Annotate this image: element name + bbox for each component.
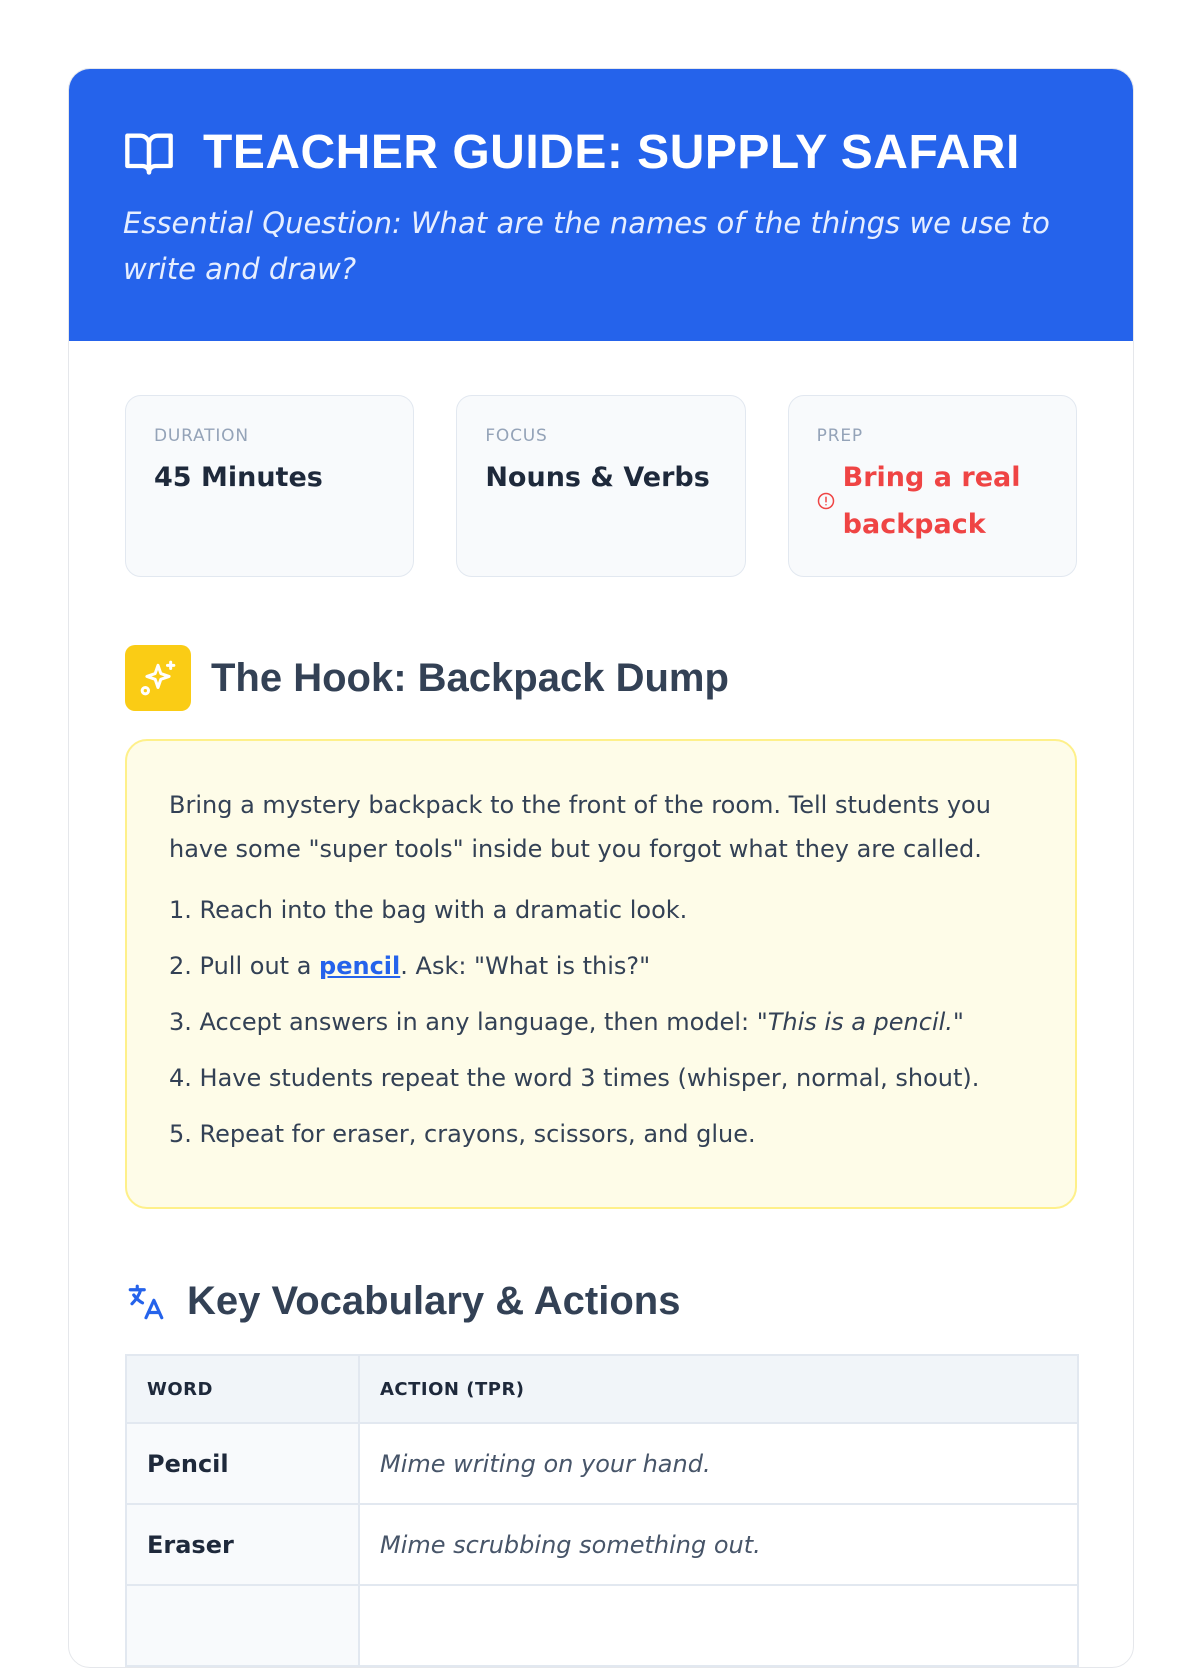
vocab-action: Mime scrubbing something out. xyxy=(359,1504,1078,1585)
table-header-row xyxy=(126,1355,1078,1423)
list-item xyxy=(169,951,1033,981)
hook-heading xyxy=(125,645,1077,711)
table-row xyxy=(126,1504,1078,1585)
stat-duration xyxy=(125,395,414,577)
stat-value: Nouns & Verbs xyxy=(485,462,710,493)
model-sentence: "This is a pencil." xyxy=(756,1008,964,1036)
vocab-word: Eraser xyxy=(126,1504,359,1585)
column-header-word: WORD xyxy=(126,1355,359,1423)
vocab-word: Pencil xyxy=(126,1423,359,1504)
stats-row xyxy=(125,395,1077,577)
list-item xyxy=(169,895,1033,925)
stat-prep xyxy=(788,395,1077,577)
hook-title: The Hook: Backpack Dump xyxy=(211,655,729,700)
vocab-table xyxy=(125,1354,1079,1667)
alert-circle-icon xyxy=(817,492,835,510)
prep-warning: Bring a real backpack xyxy=(842,462,1021,540)
guide-header xyxy=(69,69,1133,341)
vocab-word-partial xyxy=(126,1585,359,1666)
guide-body xyxy=(69,341,1133,1667)
step-text: 4. Have students repeat the word 3 times (whisper, normal, shout). xyxy=(169,1064,980,1092)
column-header-action: ACTION (TPR) xyxy=(359,1355,1078,1423)
vocab-title: Key Vocabulary & Actions xyxy=(187,1279,681,1323)
sparkles-icon-box xyxy=(125,645,191,711)
list-item xyxy=(169,1007,1033,1037)
list-item xyxy=(169,1119,1033,1149)
essential-question: Essential Question: What are the names of the things we use to write and draw? xyxy=(123,206,1050,286)
step-text: . Ask: "What is this?" xyxy=(400,952,651,980)
stat-label: FOCUS xyxy=(485,426,548,446)
pencil-link[interactable]: pencil xyxy=(319,952,401,980)
stat-label: PREP xyxy=(816,426,863,446)
translate-icon xyxy=(125,1281,167,1323)
teacher-guide-card xyxy=(68,68,1134,1668)
hook-steps xyxy=(169,895,1033,1149)
step-text: 2. Pull out a xyxy=(169,952,320,980)
vocab-heading xyxy=(125,1279,1077,1324)
vocab-action-partial xyxy=(359,1585,1078,1666)
table-row xyxy=(126,1585,1078,1666)
step-text: 1. Reach into the bag with a dramatic look. xyxy=(169,896,688,924)
step-text: 5. Repeat for eraser, crayons, scissors, and glue. xyxy=(169,1120,756,1148)
title-row xyxy=(123,125,1079,180)
table-row xyxy=(126,1423,1078,1504)
prep-row xyxy=(817,454,1048,548)
hook-instructions xyxy=(125,739,1077,1209)
vocab-action: Mime writing on your hand. xyxy=(359,1423,1078,1504)
page-title: TEACHER GUIDE: SUPPLY SAFARI xyxy=(203,126,1020,179)
sparkles-icon xyxy=(139,659,177,697)
list-item xyxy=(169,1063,1033,1093)
hook-intro: Bring a mystery backpack to the front of the room. Tell students you have some "super tools" inside but you forgot what they are called. xyxy=(169,791,991,863)
step-text: 3. Accept answers in any language, then model: xyxy=(169,1008,757,1036)
stat-focus xyxy=(456,395,745,577)
book-open-icon xyxy=(123,127,175,179)
stat-value: 45 Minutes xyxy=(154,462,323,493)
stat-label: DURATION xyxy=(154,426,249,446)
